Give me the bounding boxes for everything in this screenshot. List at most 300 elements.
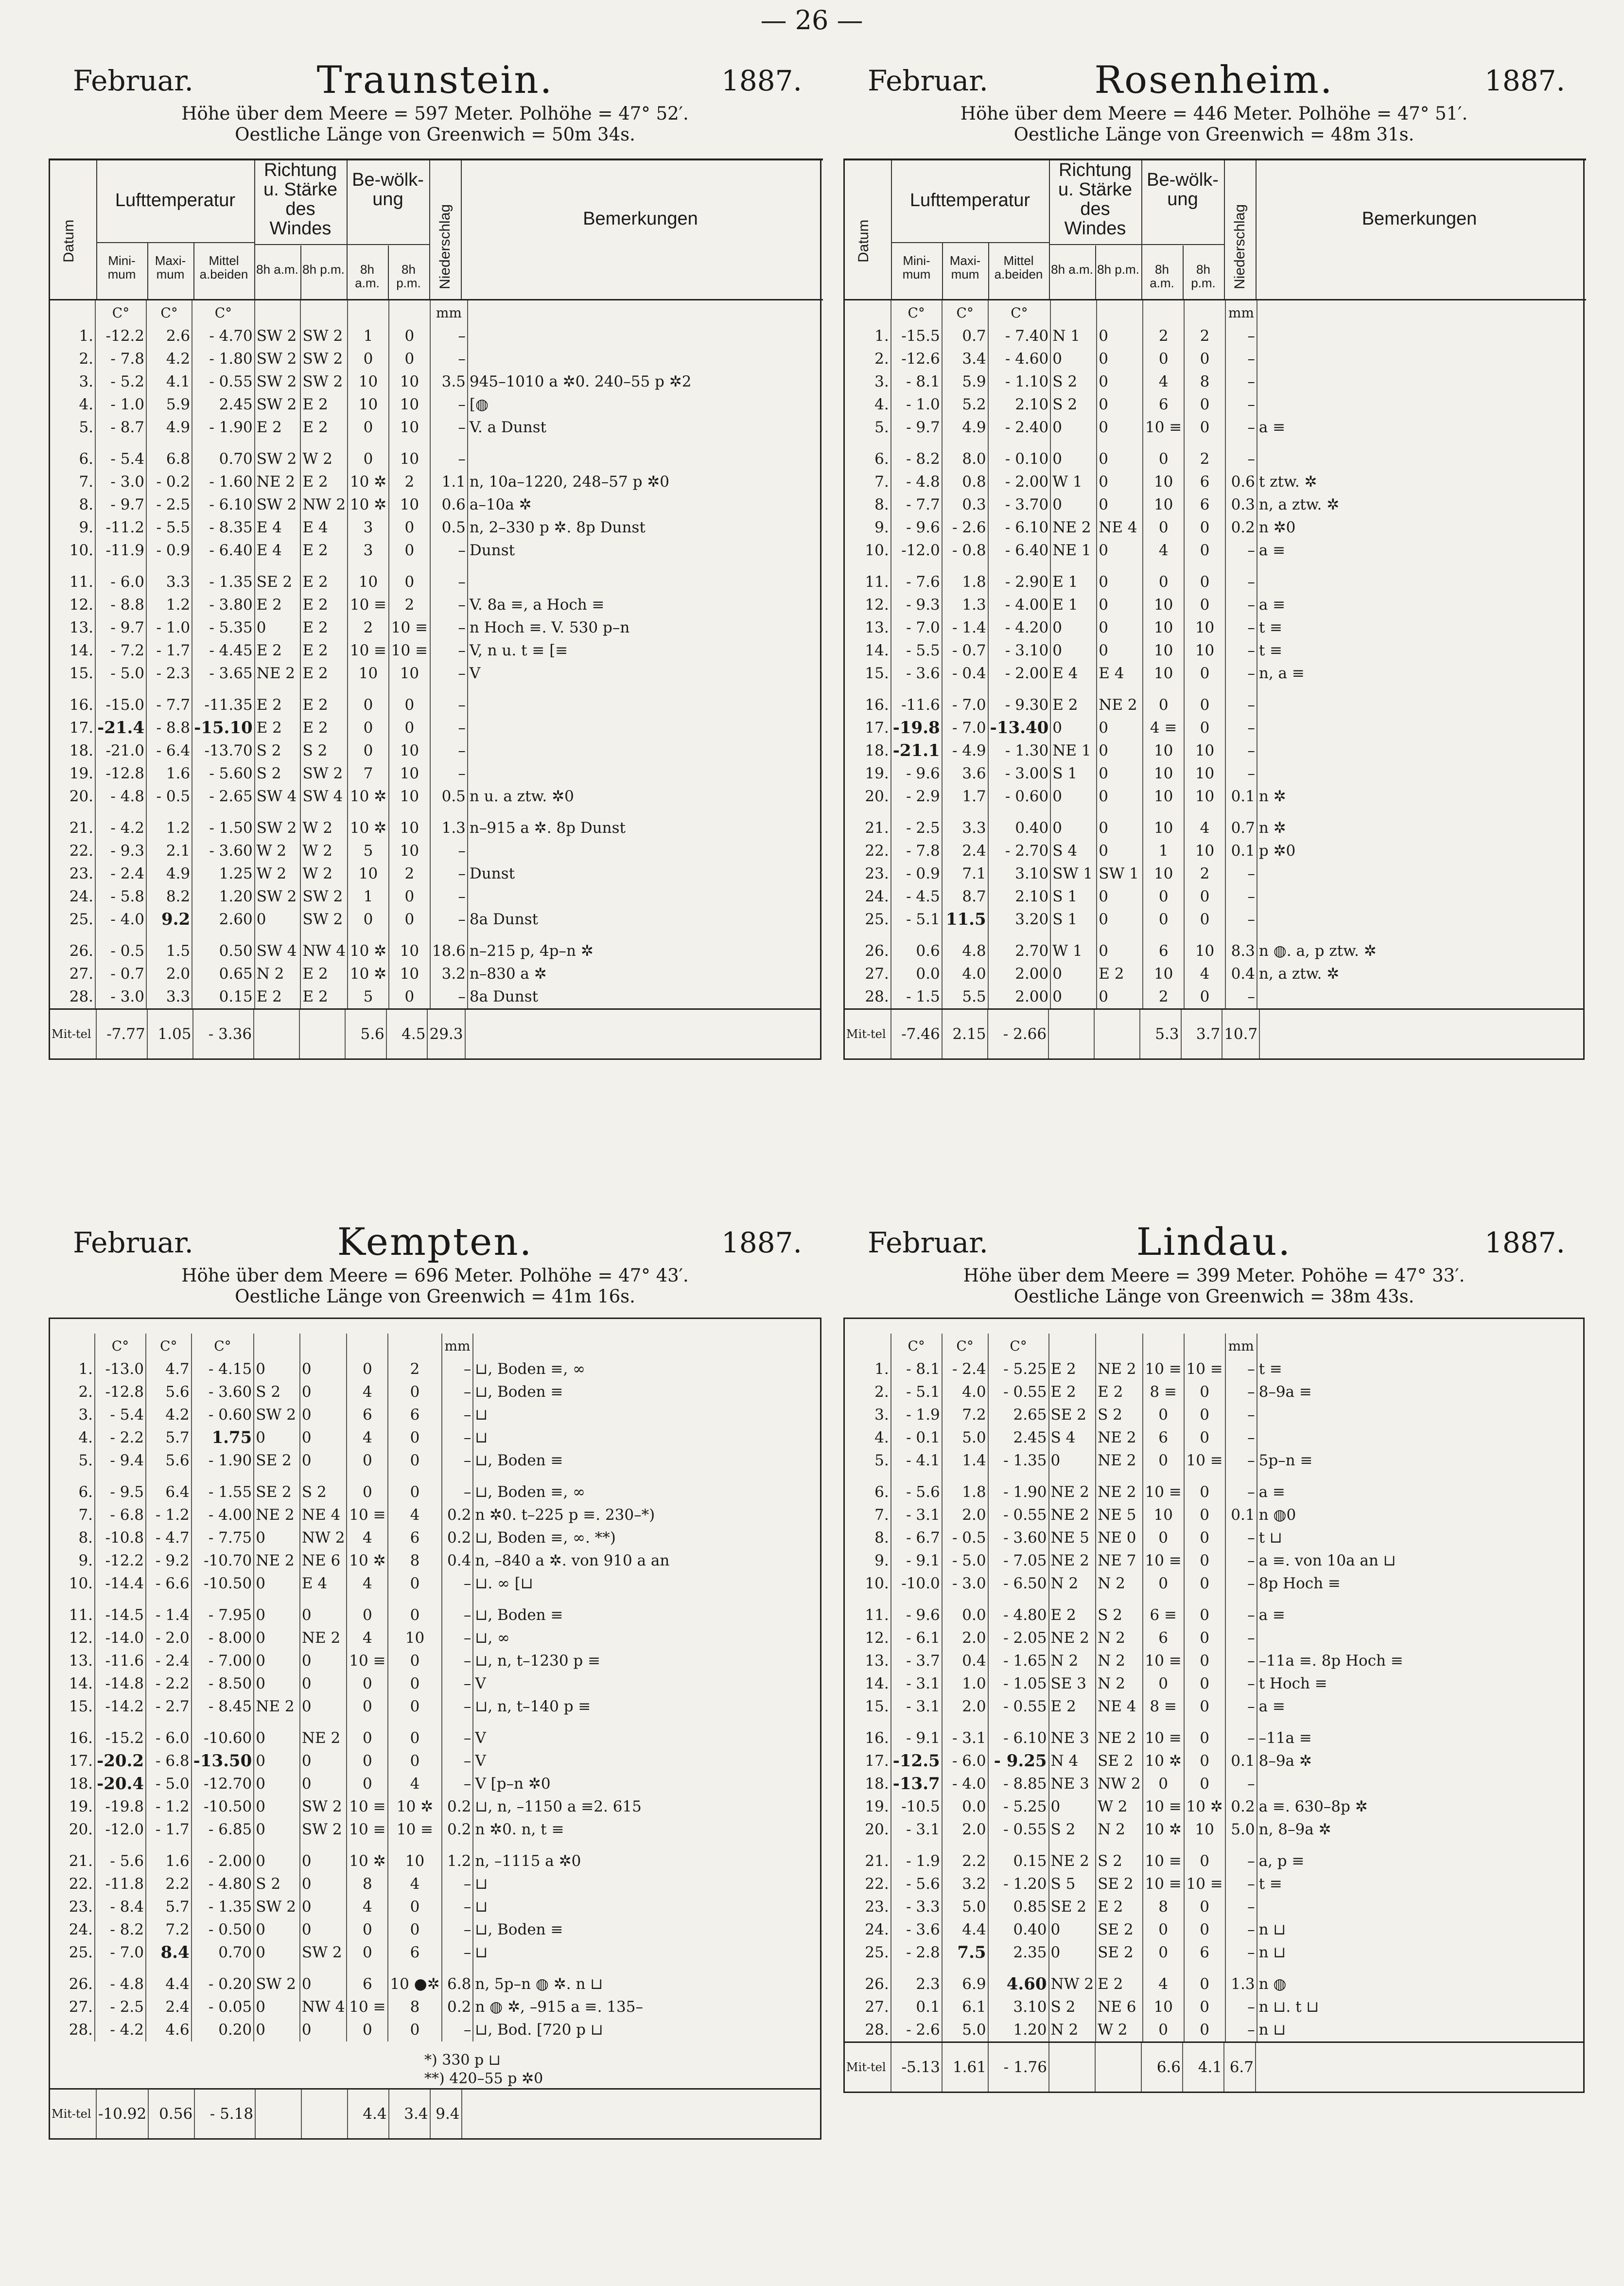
cell: 0: [1143, 1773, 1184, 1795]
cell: - 2.90: [988, 571, 1051, 594]
cell: - 9.6: [891, 1604, 942, 1627]
cell: E 2: [1049, 1358, 1096, 1381]
cell: 26.: [845, 940, 891, 963]
cell: n ◍0: [1258, 1506, 1296, 1524]
header-bew-8pm: 8h p.m.: [1191, 262, 1216, 290]
cell: 2: [1184, 862, 1225, 885]
cell: 0.2: [442, 1996, 473, 2019]
cell: S 5: [1049, 1873, 1096, 1896]
cell: N 1: [1050, 325, 1097, 348]
cell: –: [442, 1873, 473, 1896]
cell: 10: [1143, 594, 1184, 616]
table-row: [845, 963, 1583, 985]
cell: 4: [388, 1873, 441, 1896]
cell: 0: [1184, 1773, 1225, 1795]
cell: 12.: [50, 1627, 95, 1650]
cell: 24.: [845, 1918, 891, 1941]
cell: 10: [389, 817, 430, 840]
cell: - 1.2: [146, 1504, 192, 1527]
cell: 0: [1049, 1918, 1096, 1941]
cell: - 7.75: [192, 1527, 254, 1549]
cell: - 9.7: [95, 616, 146, 639]
cell: 10: [348, 862, 389, 885]
cell: [468, 571, 820, 594]
cell: -11.6: [95, 1650, 146, 1672]
cell: - 1.0: [95, 393, 146, 416]
cell: 8: [347, 1873, 388, 1896]
cell: S 1: [1050, 908, 1097, 931]
cell: 26.: [50, 1973, 95, 1996]
cell: E 2: [300, 393, 348, 416]
cell: 1.4: [942, 1449, 988, 1472]
cell: 26.: [50, 940, 95, 963]
cell: 3.: [845, 370, 891, 393]
cell: - 3.0: [942, 1572, 988, 1595]
cell: 0: [1184, 662, 1225, 685]
cell: 0.40: [988, 817, 1051, 840]
cell: - 0.10: [988, 448, 1051, 471]
cell: E 2: [300, 639, 348, 662]
cell: - 0.5: [146, 785, 192, 808]
altitude-latitude: Höhe über dem Meere = 446 Meter. Polhöhe = 47° 51′.: [960, 103, 1468, 124]
cell: n, a ≡: [1258, 665, 1305, 682]
cell: - 1.50: [192, 817, 255, 840]
cell: 0: [347, 1449, 388, 1472]
cell: 6: [1143, 940, 1184, 963]
cell: 8.7: [942, 885, 988, 908]
cell: - 1.0: [146, 616, 192, 639]
cell: 0: [1184, 1527, 1225, 1549]
cell: - 7.0: [95, 1941, 146, 1964]
cell: - 2.5: [891, 817, 942, 840]
cell: 0: [389, 908, 430, 931]
cell: SW 2: [300, 370, 348, 393]
cell: NE 6: [1096, 1996, 1143, 2019]
cell: 18.: [845, 739, 891, 762]
cell: 0.15: [192, 985, 255, 1008]
cell: a ≡: [1258, 1483, 1285, 1501]
cell: 0.4: [442, 1549, 473, 1572]
mean-row: [845, 2042, 1583, 2093]
unit-row: C° C° C° mm: [845, 300, 1583, 325]
cell: - 3.6: [891, 1918, 942, 1941]
cell: 0: [1184, 1426, 1225, 1449]
cell: - 7.6: [891, 571, 942, 594]
cell: n, 10a–1220, 248–57 p ✲0: [469, 473, 669, 491]
cell: 1.: [845, 325, 891, 348]
cell: S 2: [1096, 1850, 1143, 1873]
cell: 0: [254, 2019, 300, 2041]
table-row: [845, 1996, 1583, 2019]
cell: S 2: [255, 762, 301, 785]
cell: - 2.5: [95, 1996, 146, 2019]
cell: E 2: [300, 694, 348, 717]
cell: –: [1225, 639, 1257, 662]
cell: - 9.2: [146, 1549, 192, 1572]
mean-cell: -5.13: [891, 2042, 942, 2093]
cell: 10: [389, 762, 430, 785]
cell: 10 ≡: [1143, 1873, 1184, 1896]
cell: - 3.1: [891, 1818, 942, 1841]
cell: -14.4: [95, 1572, 146, 1595]
cell: 9.: [50, 1549, 95, 1572]
cell: W 2: [255, 862, 301, 885]
cell: 13.: [50, 616, 95, 639]
cell: - 6.4: [146, 739, 192, 762]
cell: SE 2: [1096, 1873, 1143, 1896]
cell: 10: [1143, 639, 1184, 662]
cell: –: [1225, 1404, 1257, 1426]
cell: 0: [388, 1650, 441, 1672]
cell: 0: [347, 1773, 388, 1795]
cell: - 1.2: [146, 1795, 192, 1818]
cell: [468, 694, 820, 717]
cell: N 2: [1096, 1672, 1143, 1695]
mean-cell: 4.5: [386, 1009, 428, 1059]
cell: 5: [348, 840, 389, 862]
cell: 0: [1050, 639, 1097, 662]
header-datum: Datum: [856, 219, 872, 263]
cell: - 9.1: [891, 1727, 942, 1750]
cell: 0: [1097, 762, 1143, 785]
mean-cell: [1048, 1009, 1094, 1059]
cell: 0: [300, 1896, 347, 1918]
cell: 0: [348, 717, 389, 739]
cell: 0: [1184, 416, 1225, 439]
cell: -13.70: [192, 739, 255, 762]
cell: n ✲0. t–225 p ≡. 230–*): [475, 1506, 655, 1524]
cell: 18.: [50, 1773, 95, 1795]
cell: 10: [389, 662, 430, 685]
cell: 10 ✲: [1184, 1795, 1225, 1818]
cell: 5.0: [942, 1896, 988, 1918]
cell: 0: [1184, 571, 1225, 594]
cell: 6.: [845, 448, 891, 471]
table-row: [845, 471, 1583, 493]
cell: - 3.70: [988, 493, 1051, 516]
header-mittel: Mittel a.beiden: [199, 253, 248, 281]
cell: - 8.8: [95, 594, 146, 616]
cell: -11.2: [95, 516, 146, 539]
cell: SW 2: [255, 325, 301, 348]
cell: - 6.40: [192, 539, 255, 562]
mean-cell: 2.15: [942, 1009, 988, 1059]
cell: -21.0: [95, 739, 146, 762]
cell: –: [442, 1572, 473, 1595]
cell: 0: [1143, 908, 1184, 931]
cell: 5.7: [146, 1426, 192, 1449]
cell: S 2: [300, 739, 348, 762]
header-lufttemperatur: Lufttemperatur: [115, 190, 236, 211]
cell: 3.2: [942, 1873, 988, 1896]
cell: 25.: [845, 1941, 891, 1964]
cell: - 3.1: [891, 1695, 942, 1718]
cell: 20.: [50, 785, 95, 808]
station-name: Lindau.: [1136, 1220, 1292, 1264]
cell: n ✲0: [1258, 519, 1296, 536]
station-name: Kempten.: [337, 1220, 533, 1264]
table-row: [845, 785, 1583, 808]
cell: [1257, 1773, 1583, 1795]
cell: - 5.8: [95, 885, 146, 908]
cell: 0: [1050, 963, 1097, 985]
cell: 10 ✲: [347, 1549, 388, 1572]
cell: - 2.4: [95, 862, 146, 885]
mean-row: [50, 2089, 820, 2139]
mean-cell: [1256, 2042, 1583, 2093]
cell: 4: [1143, 539, 1184, 562]
table-row: [50, 1549, 820, 1572]
cell: W 2: [1096, 1795, 1143, 1818]
table-row: [845, 1695, 1583, 1718]
cell: SW 2: [300, 348, 348, 370]
cell: 28.: [845, 985, 891, 1008]
cell: –: [1225, 1727, 1257, 1750]
table-row: [845, 1896, 1583, 1918]
cell: 4.: [50, 1426, 95, 1449]
cell: - 5.1: [891, 908, 942, 931]
cell: E 2: [255, 985, 301, 1008]
cell: 11.: [50, 571, 95, 594]
cell: 0: [255, 908, 301, 931]
cell: –: [430, 985, 468, 1008]
cell: 0.5: [430, 785, 468, 808]
cell: 10: [389, 840, 430, 862]
cell: SW 4: [255, 785, 301, 808]
cell: 6.4: [146, 1481, 192, 1504]
cell: 0: [300, 1873, 347, 1896]
cell: 10: [1143, 817, 1184, 840]
cell: S 4: [1050, 840, 1097, 862]
cell: -11.8: [95, 1873, 146, 1896]
cell: - 1.80: [192, 348, 255, 370]
cell: - 5.0: [146, 1773, 192, 1795]
cell: 10: [389, 739, 430, 762]
table-row: [50, 1818, 820, 1841]
cell: 0.20: [192, 2019, 254, 2041]
cell: ⊔, Boden ≡, ∞: [475, 1360, 586, 1378]
cell: 2.: [845, 348, 891, 370]
cell: 16.: [845, 1727, 891, 1750]
cell: - 7.8: [95, 348, 146, 370]
cell: t ⊔: [1258, 1529, 1282, 1547]
cell: 0: [254, 1795, 300, 1818]
cell: 8 ≡: [1143, 1695, 1184, 1718]
cell: [1257, 1426, 1583, 1449]
cell: 0: [1097, 940, 1143, 963]
cell: - 4.80: [988, 1604, 1049, 1627]
cell: 10: [389, 963, 430, 985]
cell: - 7.2: [95, 639, 146, 662]
table-row: [50, 493, 820, 516]
cell: E 2: [300, 985, 348, 1008]
cell: –: [430, 908, 468, 931]
cell: 6: [347, 1973, 388, 1996]
cell: a, p ≡: [1258, 1852, 1305, 1870]
cell: 0: [1143, 885, 1184, 908]
table-row: [50, 862, 820, 885]
cell: - 3.10: [988, 639, 1051, 662]
cell: 8: [388, 1549, 441, 1572]
cell: 8a Dunst: [469, 988, 539, 1005]
cell: E 1: [1050, 571, 1097, 594]
cell: V. 8a ≡, a Hoch ≡: [469, 596, 605, 614]
header-niederschlag: Niederschlag: [1232, 204, 1248, 289]
cell: 11.5: [942, 908, 988, 931]
cell: –: [1225, 1426, 1257, 1449]
table-row: [50, 516, 820, 539]
table-row: [50, 1773, 820, 1795]
cell: - 5.5: [146, 516, 192, 539]
cell: 0: [1097, 739, 1143, 762]
cell: S 2: [254, 1873, 300, 1896]
cell: 0: [1097, 416, 1143, 439]
table-row: [845, 1818, 1583, 1841]
mean-cell: 29.3: [427, 1009, 465, 1059]
cell: –: [430, 762, 468, 785]
cell: 0: [1184, 1549, 1225, 1572]
cell: 3.6: [942, 762, 988, 785]
cell: 0: [1097, 885, 1143, 908]
cell: 6.: [50, 1481, 95, 1504]
cell: - 4.8: [95, 1973, 146, 1996]
cell: 2: [1143, 985, 1184, 1008]
cell: 1.8: [942, 1481, 988, 1504]
cell: n ✲0. n, t ≡: [475, 1821, 564, 1838]
cell: 0: [1143, 1527, 1184, 1549]
cell: V: [469, 665, 481, 682]
cell: - 2.2: [146, 1672, 192, 1695]
cell: 13.: [845, 616, 891, 639]
cell: 10 ●✲: [388, 1973, 441, 1996]
cell: ⊔, Boden ≡: [475, 1921, 563, 1938]
cell: NW 4: [300, 1996, 347, 2019]
cell: - 0.7: [942, 639, 988, 662]
cell: –: [1225, 1773, 1257, 1795]
cell: 2.4: [146, 1996, 192, 2019]
cell: 7.: [845, 471, 891, 493]
altitude-latitude: Höhe über dem Meere = 696 Meter. Polhöhe = 47° 43′.: [181, 1265, 689, 1286]
mean-cell: 10.7: [1222, 1009, 1259, 1059]
table-row: [50, 1850, 820, 1873]
cell: -14.0: [95, 1627, 146, 1650]
cell: 4.1: [146, 370, 192, 393]
cell: - 9.3: [95, 840, 146, 862]
cell: - 2.8: [891, 1941, 942, 1964]
cell: -21.1: [891, 739, 942, 762]
cell: N 2: [1049, 2019, 1096, 2041]
cell: 10 ≡: [1184, 1449, 1225, 1472]
cell: 4.2: [146, 1404, 192, 1426]
cell: - 4.7: [146, 1527, 192, 1549]
cell: E 4: [1050, 662, 1097, 685]
cell: SW 2: [254, 1896, 300, 1918]
header-wind-8pm: 8h p.m.: [1097, 262, 1139, 277]
cell: 0: [1097, 639, 1143, 662]
header-maximum: Maxi-mum: [949, 253, 981, 281]
table-row: [50, 785, 820, 808]
cell: 11.: [845, 571, 891, 594]
cell: 8: [1184, 370, 1225, 393]
cell: 0.6: [891, 940, 942, 963]
cell: 2.45: [988, 1426, 1049, 1449]
cell: 0: [388, 2019, 441, 2041]
cell: NE 2: [254, 1504, 300, 1527]
cell: E 2: [1097, 963, 1143, 985]
cell: 10 ≡: [1184, 1358, 1225, 1381]
cell: 6: [1184, 1941, 1225, 1964]
cell: -10.50: [192, 1572, 254, 1595]
cell: - 0.7: [95, 963, 146, 985]
cell: 5.0: [942, 2019, 988, 2041]
cell: t Hoch ≡: [1258, 1675, 1327, 1692]
cell: 0: [1097, 493, 1143, 516]
longitude: Oestliche Länge von Greenwich = 48m 31s.: [1013, 124, 1414, 145]
longitude: Oestliche Länge von Greenwich = 41m 16s.: [235, 1286, 635, 1307]
cell: E 2: [300, 662, 348, 685]
cell: 8.0: [942, 448, 988, 471]
month-label: Februar.: [868, 64, 988, 97]
cell: - 3.60: [192, 1381, 254, 1404]
cell: 3.3: [942, 817, 988, 840]
cell: 0: [1184, 1672, 1225, 1695]
table-row: [845, 639, 1583, 662]
cell: –: [1225, 908, 1257, 931]
cell: 0: [1184, 1750, 1225, 1773]
unit-row: C° C° C° mm: [50, 1334, 820, 1358]
cell: 8p Hoch ≡: [1258, 1575, 1341, 1592]
table-row: [845, 1426, 1583, 1449]
cell: Dunst: [469, 865, 515, 882]
cell: 0: [1184, 908, 1225, 931]
cell: -12.8: [95, 1381, 146, 1404]
cell: - 6.10: [988, 516, 1051, 539]
cell: NE 2: [254, 1695, 300, 1718]
cell: 0.3: [942, 493, 988, 516]
cell: S 4: [1049, 1426, 1096, 1449]
cell: 1.7: [942, 785, 988, 808]
cell: - 8.4: [95, 1896, 146, 1918]
cell: 2.0: [942, 1504, 988, 1527]
cell: V: [475, 1729, 486, 1747]
cell: E 2: [1049, 1695, 1096, 1718]
cell: 3.3: [146, 985, 192, 1008]
cell: –: [1225, 1627, 1257, 1650]
mean-cell: -7.77: [96, 1009, 147, 1059]
cell: 23.: [50, 1896, 95, 1918]
cell: 7.5: [942, 1941, 988, 1964]
cell: 0: [300, 1918, 347, 1941]
cell: 0: [300, 1449, 347, 1472]
cell: - 9.25: [988, 1750, 1049, 1773]
cell: 0: [1097, 594, 1143, 616]
cell: 0.85: [988, 1896, 1049, 1918]
cell: n, –1115 a ✲0: [475, 1852, 581, 1870]
cell: n, 2–330 p ✲. 8p Dunst: [469, 519, 646, 536]
cell: - 3.3: [891, 1896, 942, 1918]
cell: 23.: [845, 1896, 891, 1918]
table-row: [50, 1627, 820, 1650]
table-row: [845, 940, 1583, 963]
cell: 0.1: [1225, 840, 1257, 862]
cell: W 2: [300, 817, 348, 840]
cell: 10 ≡: [347, 1504, 388, 1527]
cell: 0: [254, 1604, 300, 1627]
cell: - 4.2: [95, 817, 146, 840]
cell: S 2: [255, 739, 301, 762]
cell: 0.2: [442, 1527, 473, 1549]
cell: [1257, 325, 1583, 348]
